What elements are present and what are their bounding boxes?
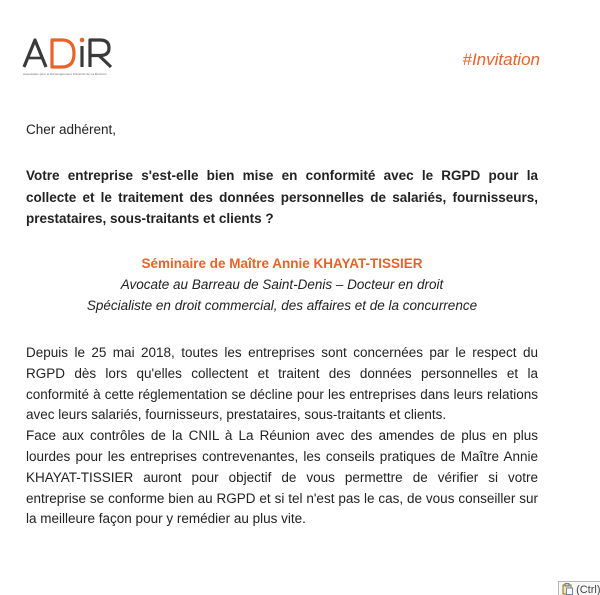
paragraph-context: Depuis le 25 mai 2018, toutes les entreprises sont concernées par le respect du RGPD dès lors qu'elles collectent et traitent des données personnelles et la conformité à cette réglementation se décline pour les entreprises dans leurs relations avec leurs salariés, fournisseurs, prestataires, sous-traitants et clients. [26,345,538,423]
paragraph-objective: Face aux contrôles de la CNIL à La Réunion avec des amendes de plus en plus lourdes pour les entreprises contrevenantes, les conseils pratiques de Maître Annie KHAYAT-TISSIER auront pour objectif de vous permettre de vérifier si votre entreprise se conforme bien au RGPD et si tel n'est pas le cas, de vous conseiller sur la meilleure façon pour y remédier au plus vite. [26,428,538,527]
adir-logo [22,36,122,82]
greeting: Cher adhérent, [26,122,117,137]
invitation-heading: #Invitation [462,50,540,69]
letter-body [26,343,538,530]
adir-wordmark [22,36,114,70]
logo-tagline: Association pour le Développement Industriel de La Réunion [23,72,107,76]
seminar-block [0,253,564,316]
seminar-title: Séminaire de Maître Annie KHAYAT-TISSIER [141,256,423,271]
intro-question: Votre entreprise s'est-elle bien mise en conformité avec le RGPD pour la collecte et le traitement des données personnelles de salariés, fournisseurs, prestataires, sous-traitants et clients ? [26,168,538,226]
paste-options-button[interactable] [558,581,600,595]
paste-options-label: (Ctrl) [576,584,600,595]
clipboard-icon [562,584,576,595]
speaker-title: Avocate au Barreau de Saint-Denis – Docteur en droit [120,277,444,292]
speaker-specialty: Spécialiste en droit commercial, des affaires et de la concurrence [86,298,478,313]
